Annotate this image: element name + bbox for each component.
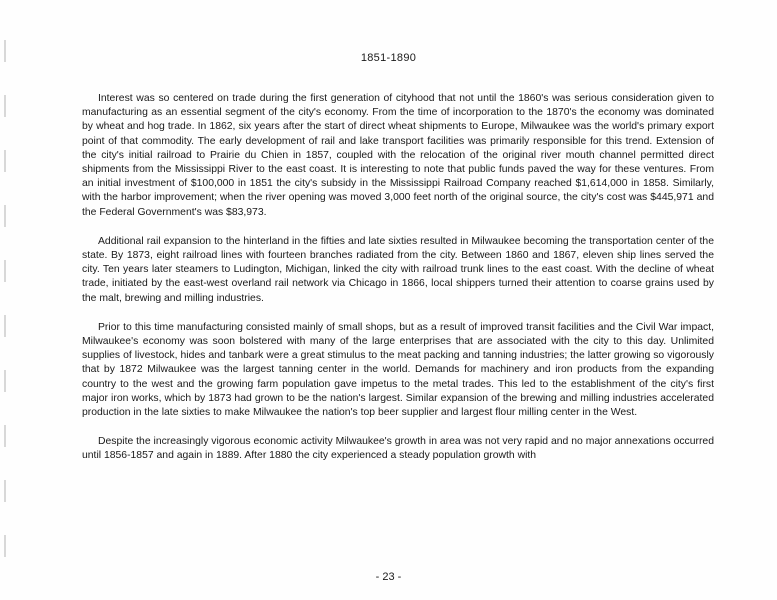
binder-mark <box>4 480 6 502</box>
paragraph: Additional rail expansion to the hinterland in the fifties and late sixties resulted in Milwaukee becoming the transportation center of the state. By 1873, eight railroad lines with fourteen branches radiated from the city. Between 1860 and 1867, eleven ship lines served the city. Ten years later steamers to Ludington, Michigan, linked the city with railroad trunk lines to the east coast. With the decline of wheat trade, initiated by the east-west overland rail network via Chicago in 1866, local shippers turned their attention to coarse grains used by the malt, brewing and milling industries. <box>82 235 714 304</box>
binder-hole-marks <box>4 0 7 600</box>
page-number: - 23 - <box>375 571 402 583</box>
paragraph: Despite the increasingly vigorous economic activity Milwaukee's growth in area was not very rapid and no major annexations occurred until 1856-1857 and again in 1889. After 1880 the city experienced a steady population growth with <box>82 436 714 462</box>
binder-mark <box>4 535 6 557</box>
paragraph: Interest was so centered on trade during the first generation of cityhood that not until the 1860's was serious consideration given to manufacturing as an essential segment of the city's economy. From the time of incorporation to the 1870's the economy was dominated by wheat and hog trade. In 1862, six years after the start of direct wheat shipments to Europe, Milwaukee was the world's primary export point of that commodity. The early development of rail and lake transport facilities was primarily responsible for this trend. Extension of the city's initial railroad to Prairie du Chien in 1857, coupled with the relocation of the original river mouth channel permitted direct shipments from the Mississippi River to the east coast. It is interesting to note that public funds paved the way for these ventures. From an initial investment of $100,000 in 1851 the city's subsidy in the Mississippi Railroad Company reached $1,614,000 in 1858. Similarly, with the harbor improvement; when the river opening was moved 3,000 feet north of the original source, the city's cost was $445,971 and the Federal Government's was $83,973. <box>82 93 714 218</box>
binder-mark <box>4 205 6 227</box>
paragraph: Prior to this time manufacturing consisted mainly of small shops, but as a result of improved transit facilities and the Civil War impact, Milwaukee's economy was soon bolstered with many of the large enterprises that are associated with the city to this day. Unlimited supplies of livestock, hides and tanbark were a great stimulus to the meat packing and tanning industries; the latter growing so vigorously that by 1872 Milwaukee was the largest tanning center in the world. Demands for machinery and iron products from the expanding country to the west and the growing farm population gave impetus to the metal trades. This led to the establishment of the city's first major iron works, which by 1873 had grown to be the nation's largest. Similar expansion of the brewing and milling industries accelerated production in the late sixties to make Milwaukee the nation's top beer supplier and largest flour milling center in the West. <box>82 321 714 419</box>
body-text <box>82 92 714 479</box>
binder-mark <box>4 425 6 447</box>
binder-mark <box>4 315 6 337</box>
binder-mark <box>4 150 6 172</box>
page-header-title: 1851-1890 <box>360 52 417 64</box>
binder-mark <box>4 95 6 117</box>
binder-mark <box>4 370 6 392</box>
binder-mark <box>4 260 6 282</box>
